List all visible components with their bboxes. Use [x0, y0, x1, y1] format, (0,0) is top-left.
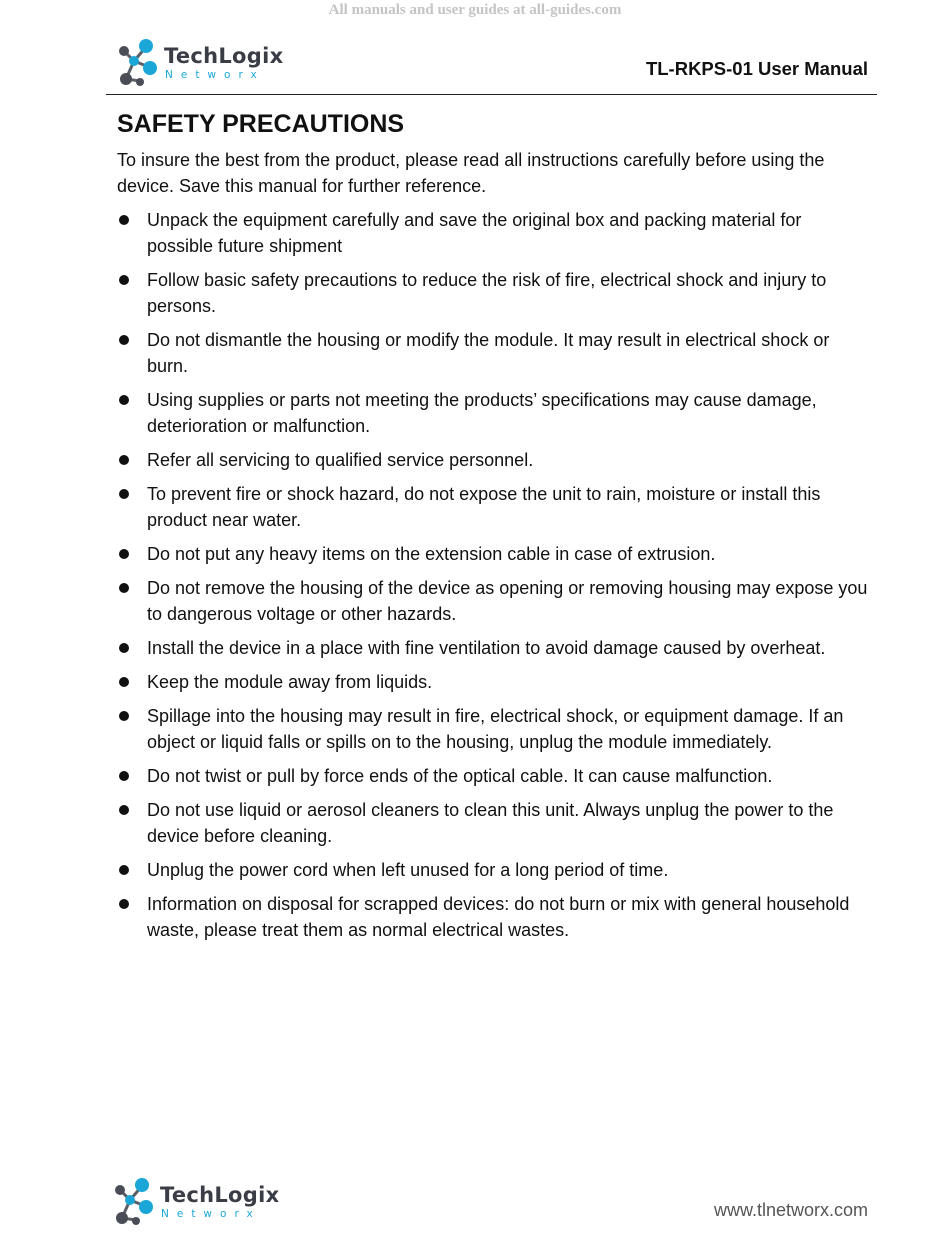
logo-sub-text: Networx: [165, 68, 265, 81]
list-item: To prevent fire or shock hazard, do not expose the unit to rain, moisture or install this product near water.: [117, 481, 869, 533]
watermark-text: All manuals and user guides at all-guides.com: [328, 2, 622, 18]
bullet-icon: [119, 395, 129, 405]
bullet-icon: [119, 805, 129, 815]
safety-list: [117, 207, 869, 943]
list-item: Unpack the equipment carefully and save the original box and packing material for possible future shipment: [117, 207, 869, 259]
document-title: TL-RKPS-01 User Manual: [645, 58, 868, 79]
bullet-icon: [119, 275, 129, 285]
list-item: Follow basic safety precautions to reduce the risk of fire, electrical shock and injury to persons.: [117, 267, 869, 319]
bullet-icon: [119, 455, 129, 465]
bullet-icon: [119, 865, 129, 875]
list-item: Install the device in a place with fine ventilation to avoid damage caused by overheat.: [117, 635, 869, 661]
molecule-logo-icon: [112, 1176, 156, 1228]
bullet-icon: [119, 899, 129, 909]
footer-website-url: www.tlnetworx.com: [713, 1200, 868, 1220]
list-item: Do not dismantle the housing or modify the module. It may result in electrical shock or burn.: [117, 327, 869, 379]
bullet-icon: [119, 677, 129, 687]
list-item: Do not remove the housing of the device as opening or removing housing may expose you to dangerous voltage or other hazards.: [117, 575, 869, 627]
list-item: Using supplies or parts not meeting the products’ specifications may cause damage, deterioration or malfunction.: [117, 387, 869, 439]
main-content: [117, 110, 869, 951]
list-item: Do not use liquid or aerosol cleaners to clean this unit. Always unplug the power to the device before cleaning.: [117, 797, 869, 849]
header-divider: [106, 94, 877, 95]
bullet-icon: [119, 583, 129, 593]
bullet-icon: [119, 711, 129, 721]
footer-logo: [112, 1176, 279, 1228]
bullet-icon: [119, 215, 129, 225]
section-title: SAFETY PRECAUTIONS: [117, 110, 405, 138]
header-logo: [116, 37, 283, 89]
logo-brand-text: TechLogix: [164, 43, 284, 68]
list-item: Unplug the power cord when left unused for a long period of time.: [117, 857, 869, 883]
list-item: Do not twist or pull by force ends of the optical cable. It can cause malfunction.: [117, 763, 869, 789]
list-item: Do not put any heavy items on the extension cable in case of extrusion.: [117, 541, 869, 567]
list-item: Refer all servicing to qualified service personnel.: [117, 447, 869, 473]
logo-sub-text: Networx: [161, 1207, 261, 1220]
list-item: Spillage into the housing may result in fire, electrical shock, or equipment damage. If an object or liquid falls or spills on to the housing, unplug the module immediately.: [117, 703, 869, 755]
bullet-icon: [119, 771, 129, 781]
bullet-icon: [119, 643, 129, 653]
bullet-icon: [119, 489, 129, 499]
intro-paragraph: To insure the best from the product, please read all instructions carefully before using the device. Save this manual for further reference.: [117, 150, 825, 196]
list-item: Information on disposal for scrapped devices: do not burn or mix with general household waste, please treat them as normal electrical wastes.: [117, 891, 869, 943]
logo-brand-text: TechLogix: [160, 1182, 280, 1207]
molecule-logo-icon: [116, 37, 160, 89]
list-item: Keep the module away from liquids.: [117, 669, 869, 695]
bullet-icon: [119, 335, 129, 345]
bullet-icon: [119, 549, 129, 559]
